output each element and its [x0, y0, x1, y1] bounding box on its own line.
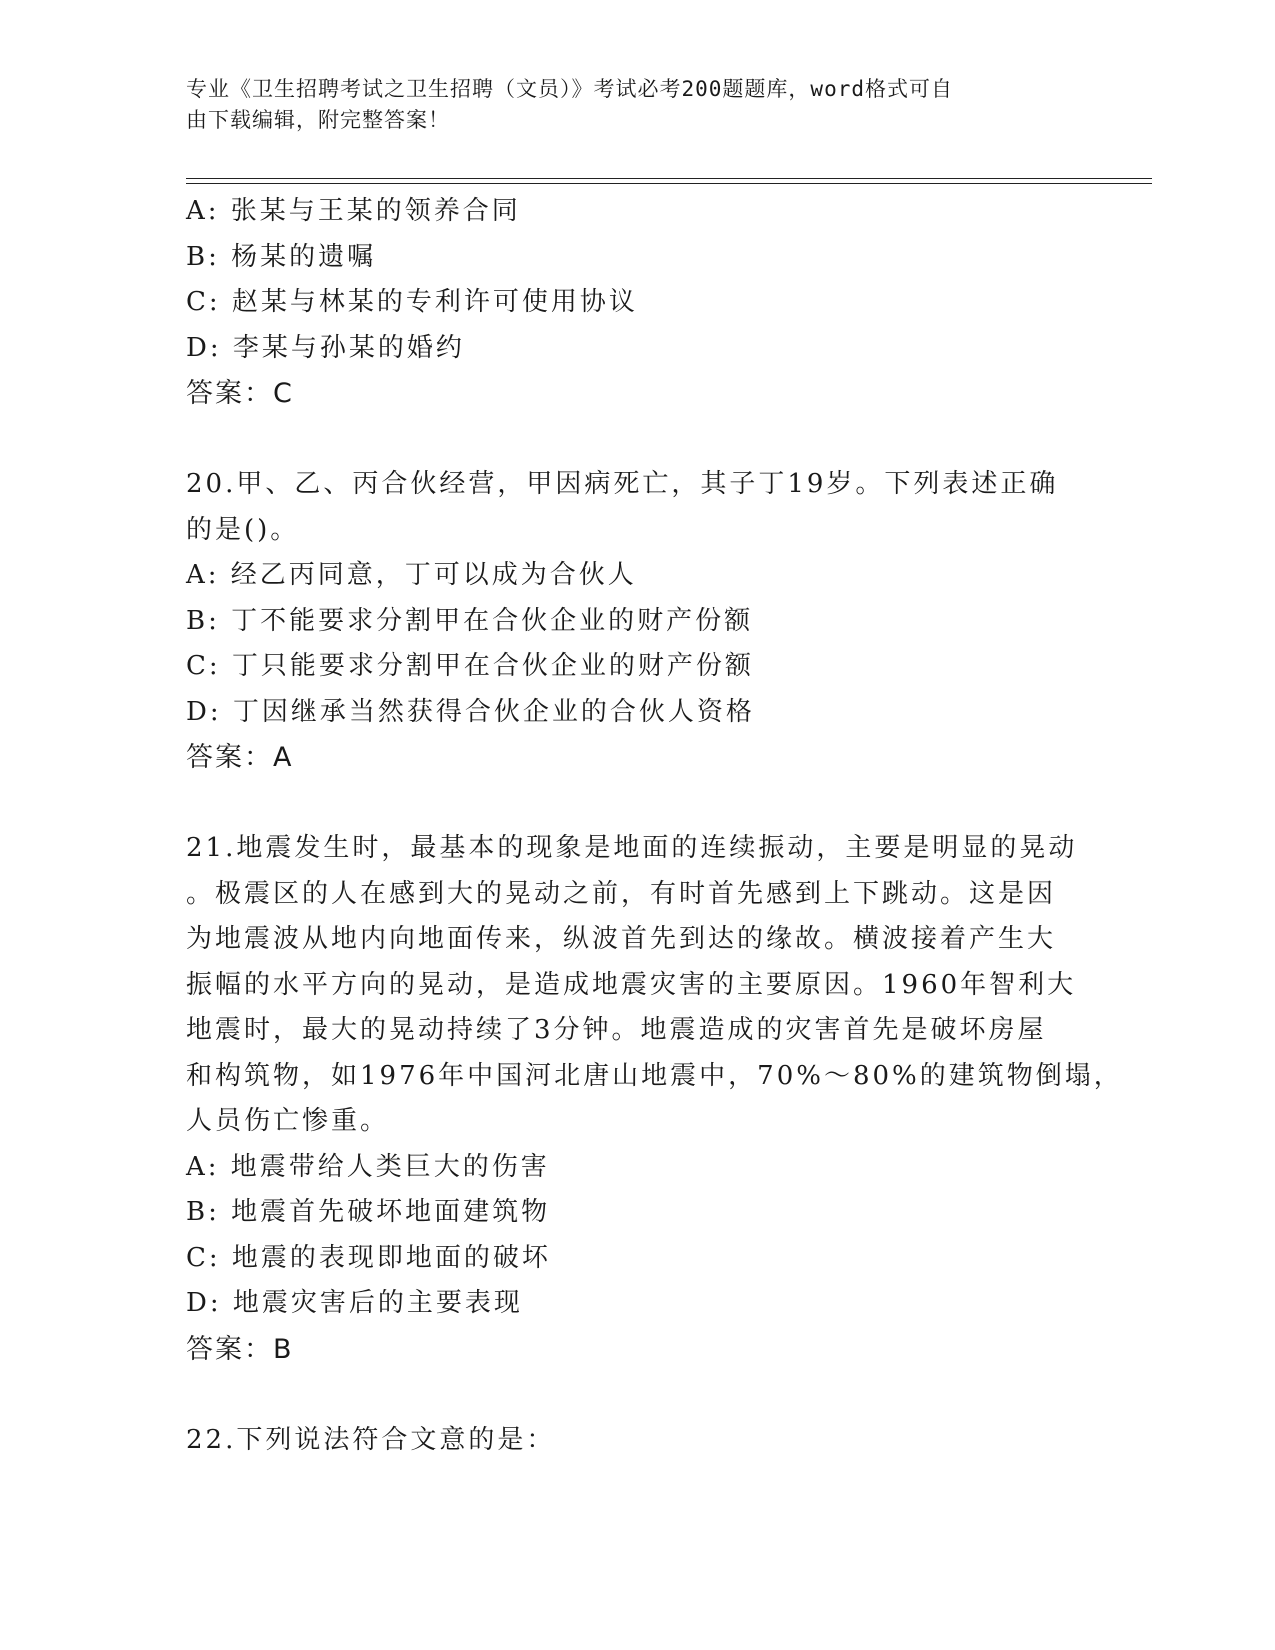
option-a: A: 张某与王某的领养合同: [186, 196, 521, 226]
question-stem-line: 振幅的水平方向的晃动，是造成地震灾害的主要原因。1960年智利大: [186, 969, 1077, 1000]
question-stem-line: 地震时，最大的晃动持续了3分钟。地震造成的灾害首先是破坏房屋: [186, 1015, 1047, 1045]
option-c: C: 地震的表现即地面的破坏: [186, 1242, 551, 1273]
question-spacer: [186, 1372, 1086, 1418]
question-spacer: [186, 417, 1086, 463]
question-19: [186, 189, 1086, 417]
question-stem-line: 21.地震发生时，最基本的现象是地面的连续振动，主要是明显的晃动: [186, 833, 1078, 863]
header-line-2: 由下载编辑，附完整答案！: [186, 108, 450, 132]
question-stem-line: 和构筑物，如1976年中国河北唐山地震中，70%～80%的建筑物倒塌，: [186, 1060, 1123, 1091]
question-stem-line: 。极震区的人在感到大的晃动之前，有时首先感到上下跳动。这是因: [186, 878, 1057, 909]
question-spacer: [186, 781, 1086, 827]
option-b: B: 杨某的遗嘱: [186, 241, 377, 272]
question-stem-line: 的是()。: [186, 514, 300, 545]
option-a: A: 地震带给人类巨大的伤害: [186, 1151, 550, 1182]
question-20: [186, 462, 1086, 781]
document-header: [186, 74, 1086, 136]
option-d: D: 丁因继承当然获得合伙企业的合伙人资格: [186, 696, 755, 727]
question-22: [186, 1418, 1086, 1464]
option-d: D: 地震灾害后的主要表现: [186, 1288, 523, 1318]
question-stem-line: 为地震波从地内向地面传来，纵波首先到达的缘故。横波接着产生大: [186, 924, 1057, 954]
option-b: B: 丁不能要求分割甲在合伙企业的财产份额: [186, 605, 754, 636]
document-body: [186, 189, 1123, 1463]
option-c: C: 赵某与林某的专利许可使用协议: [186, 287, 638, 317]
question-stem-line: 20.甲、乙、丙合伙经营，甲因病死亡，其子丁19岁。下列表述正确: [186, 469, 1059, 499]
question-stem-line: 人员伤亡惨重。: [186, 1106, 390, 1136]
option-a: A: 经乙丙同意，丁可以成为合伙人: [186, 560, 637, 590]
answer-line: 答案：C: [186, 378, 294, 409]
header-divider-top: [186, 178, 1152, 179]
question-stem-line: 22.下列说法符合文意的是：: [186, 1424, 556, 1455]
header-line-1: 专业《卫生招聘考试之卫生招聘（文员）》考试必考200题题库，word格式可自: [186, 77, 953, 101]
answer-line: 答案：A: [186, 742, 294, 773]
header-divider-bottom: [186, 183, 1152, 184]
option-d: D: 李某与孙某的婚约: [186, 332, 465, 363]
option-c: C: 丁只能要求分割甲在合伙企业的财产份额: [186, 651, 754, 681]
answer-line: 答案：B: [186, 1333, 294, 1365]
option-b: B: 地震首先破坏地面建筑物: [186, 1197, 551, 1227]
question-21: [186, 826, 1123, 1372]
